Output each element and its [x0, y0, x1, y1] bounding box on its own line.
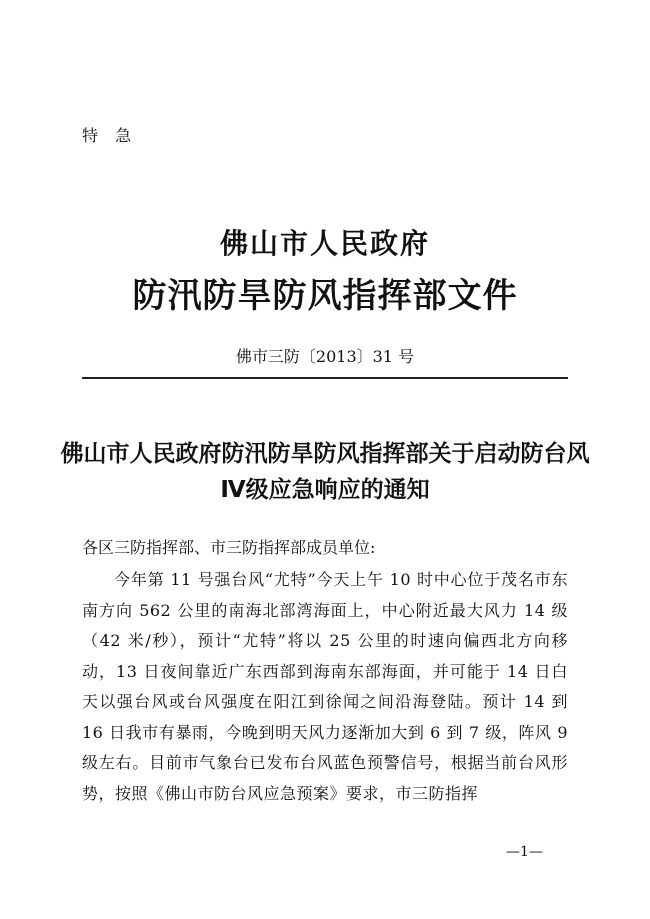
document-title: 佛山市人民政府防汛防旱防风指挥部关于启动防台风Ⅳ级应急响应的通知: [60, 441, 590, 503]
document-header-title: 防汛防旱防风指挥部文件: [132, 276, 518, 316]
header-divider: [82, 377, 568, 379]
urgency-label: 特 急: [82, 126, 138, 145]
page-number: —1—: [506, 844, 543, 860]
document-number: 佛市三防〔2013〕31 号: [235, 347, 415, 366]
body-paragraph: 今年第 11 号强台风“尤特”今天上午 10 时中心位于茂名市东南方向 562 公里的南海北部湾海面上，中心附近最大风力 14 级（42 米/秒），预计“尤特”将以 25 公里的时速向偏西北方向移动，13 日夜间靠近广东西部到海南东部海面，并可能于 14 日白天以强台风或台风强度在阳江到徐闻之间沿海登陆。预计 14 到 16 日我市有暴雨，今晚到明天风力逐渐加大到 6 到 7 级，阵风 9 级左右。目前市气象台已发布台风蓝色预警信号，根据当前台风形势，按照《佛山市防台风应急预案》要求，市三防指挥: [82, 570, 568, 803]
salutation: 各区三防指挥部、市三防指挥部成员单位:: [82, 538, 376, 557]
issuing-organization: 佛山市人民政府: [219, 227, 430, 260]
